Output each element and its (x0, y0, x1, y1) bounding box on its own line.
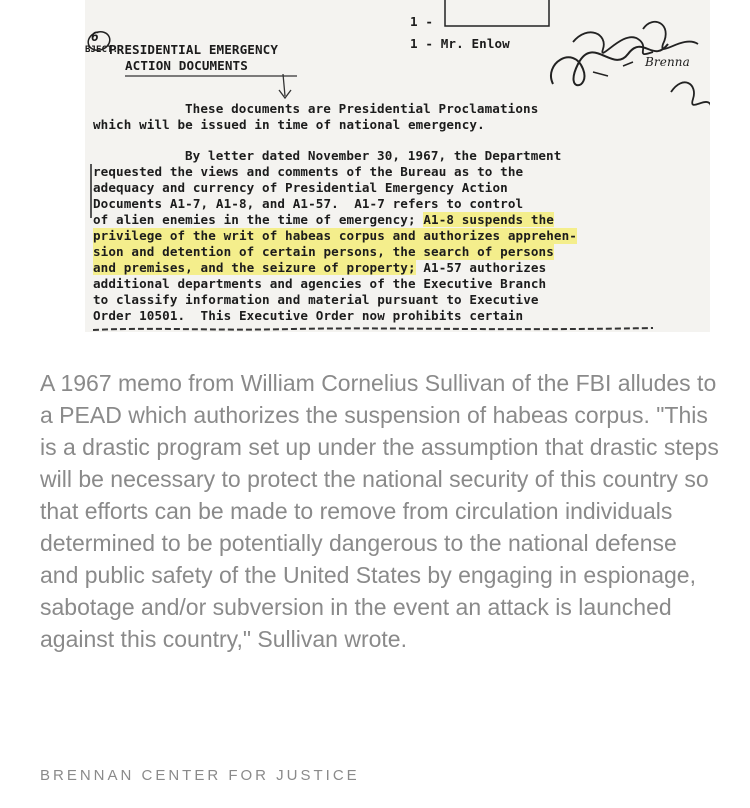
memo-document-image (85, 0, 710, 332)
highlight-a1-8: A1-8 suspends the (423, 212, 554, 227)
memo-line-6: Documents A1-7, A1-8, and A1-57. A1-7 refers to control (93, 196, 524, 211)
memo-line-11: additional departments and agencies of the Executive Branch (93, 276, 547, 291)
routing-line: 1 - Mr. Enlow (410, 36, 510, 51)
subject-label: BJECT: (85, 45, 119, 55)
memo-line-4: requested the views and comments of the Bureau as to the (93, 164, 524, 179)
source-credit: BRENNAN CENTER FOR JUSTICE (40, 767, 360, 784)
memo-line-10: and premises, and the seizure of property; A1-57 authorizes (93, 260, 547, 275)
memo-line-5: adequacy and currency of Presidential Emergency Action (93, 180, 508, 195)
memo-line-2: which will be issued in time of national emergency. (93, 117, 485, 132)
memo-line-7: of alien enemies in the time of emergency; A1-8 suspends the (93, 212, 554, 227)
routing-top: 1 - (410, 14, 434, 29)
memo-line-13: Order 10501. This Executive Order now prohibits certain (93, 308, 524, 323)
memo-line-9-highlighted: sion and detention of certain persons, the search of persons (93, 244, 554, 259)
signature-name: Brenna (645, 55, 690, 69)
memo-line-1: These documents are Presidential Proclamations (185, 101, 539, 116)
memo-line-3: By letter dated November 30, 1967, the Department (185, 148, 562, 163)
memo-line-12: to classify information and material pursuant to Executive (93, 292, 539, 307)
subject-line-2: ACTION DOCUMENTS (125, 58, 248, 73)
cut-off-line-icon (93, 324, 693, 332)
photo-caption: A 1967 memo from William Cornelius Sullivan of the FBI alludes to a PEAD which authorizes the suspension of habeas corpus. "This is a drastic program set up under the assumption that drastic steps will be necessary to protect the national security of this country so that efforts can be made to remove from circulation individuals determined to be potentially dangerous to the national defense and public safety of the United States by engaging in espionage, sabotage and/or subversion in the event an attack is launched against this country," Sullivan wrote. (40, 370, 719, 652)
subject-line-1: PRESIDENTIAL EMERGENCY (109, 42, 279, 57)
subject-marker: 6 (91, 30, 99, 45)
memo-line-8-highlighted: privilege of the writ of habeas corpus and authorizes apprehen- (93, 228, 577, 243)
